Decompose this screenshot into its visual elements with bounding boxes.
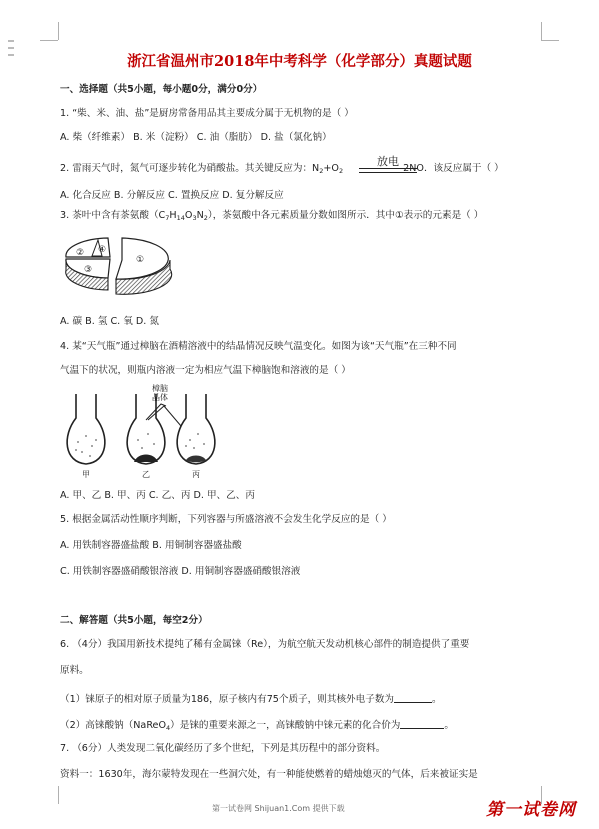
question-5-stem: 5. 根据金属活动性顺序判断，下列容器与所盛溶液不会发生化学反应的是（ ） xyxy=(60,514,392,525)
flask-label: 丙 xyxy=(192,470,200,479)
question-6-line1: 6. （4分）我国用新技术提纯了稀有金属铼（Re），为航空航天发动机核心部件的制造提供了重要 xyxy=(60,639,470,650)
question-3-options: A. 碳 B. 氢 C. 氧 D. 氮 xyxy=(60,316,159,327)
reaction-condition: 放电 xyxy=(377,155,399,168)
question-1-options: A. 柴（纤维素） B. 米（淀粉） C. 油（脂肪） D. 盐（氯化钠） xyxy=(60,132,332,143)
question-2-options: A. 化合反应 B. 分解反应 C. 置换反应 D. 复分解反应 xyxy=(60,190,284,201)
question-5-options-line1: A. 用铁制容器盛盐酸 B. 用铜制容器盛盐酸 xyxy=(60,540,242,551)
question-1-stem: 1. “柴、米、油、盐”是厨房常备用品其主要成分属于无机物的是（ ） xyxy=(60,108,354,119)
answer-blank[interactable] xyxy=(394,692,432,703)
crop-mark xyxy=(40,40,58,41)
crop-mark xyxy=(541,22,542,40)
flask-label: 甲 xyxy=(82,470,90,479)
question-6-part1: （1）铼原子的相对原子质量为186，原子核内有75个质子，则其核外电子数为 。 xyxy=(60,694,442,705)
element-mass-pie-figure xyxy=(58,232,178,300)
page-footer: 第一试卷网 Shijuan1.Com 提供下载 xyxy=(212,804,345,813)
section-heading: 二、解答题（共5小题，每空2分） xyxy=(60,615,208,626)
crop-mark xyxy=(58,22,59,40)
flask-label: 乙 xyxy=(142,470,150,479)
question-4-options: A. 甲、乙 B. 甲、丙 C. 乙、丙 D. 甲、乙、丙 xyxy=(60,490,255,501)
crop-mark xyxy=(58,786,59,804)
pie-label: ① xyxy=(136,255,145,265)
crystal-label: 樟脑 xyxy=(152,384,168,393)
pie-label: ④ xyxy=(98,245,107,255)
question-7-line1: 7. （6分）人类发现二氧化碳经历了多个世纪，下列是其历程中的部分资料。 xyxy=(60,743,386,754)
question-5-options-line2: C. 用铁制容器盛硝酸银溶液 D. 用铜制容器盛硝酸银溶液 xyxy=(60,566,301,577)
pie-label: ③ xyxy=(84,265,93,275)
site-logo: 第一试卷网 xyxy=(486,800,576,820)
question-3-stem: 3. 茶叶中含有茶氨酸$(C_7H_{14}O_3N_2)$，茶氨酸中各元素质量分数如图所示．其中①表示的元素是（ ） xyxy=(60,210,484,222)
crystal-label: 晶体 xyxy=(152,393,168,402)
answer-blank[interactable] xyxy=(400,718,444,729)
question-6-line2: 原料。 xyxy=(60,665,89,676)
page-title: 浙江省温州市2018年中考科学（化学部分）真题试题 xyxy=(127,53,472,70)
crop-mark xyxy=(541,40,559,41)
question-4-stem-line2: 气温下的状况，则瓶内溶液一定为相应气温下樟脑饱和溶液的是（ ） xyxy=(60,365,351,376)
question-7-line2: 资料一：1630年，海尔蒙特发现在一些洞穴处，有一种能使燃着的蜡烛熄灭的气体，后来被证实是 xyxy=(60,769,478,780)
question-4-stem-line1: 4. 某“天气瓶”通过樟脑在酒精溶液中的结晶情况反映气温变化。如图为该“天气瓶”在三种不同 xyxy=(60,341,457,352)
weather-bottle-figure xyxy=(58,384,218,480)
question-2-stem: 2. 雷雨天气时，氮气可逐步转化为硝酸盐。其关键反应为：$N_2+O_2$ 2NO．该反应属于（ ） xyxy=(60,163,504,175)
pie-label: ② xyxy=(76,248,85,258)
section-heading: 一、选择题（共5小题，每小题0分，满分0分） xyxy=(60,84,263,95)
question-6-part2: （2）高铼酸钠（NaReO$_4$）是铼的重要来源之一，高铼酸钠中铼元素的化合价为 。 xyxy=(60,720,454,732)
